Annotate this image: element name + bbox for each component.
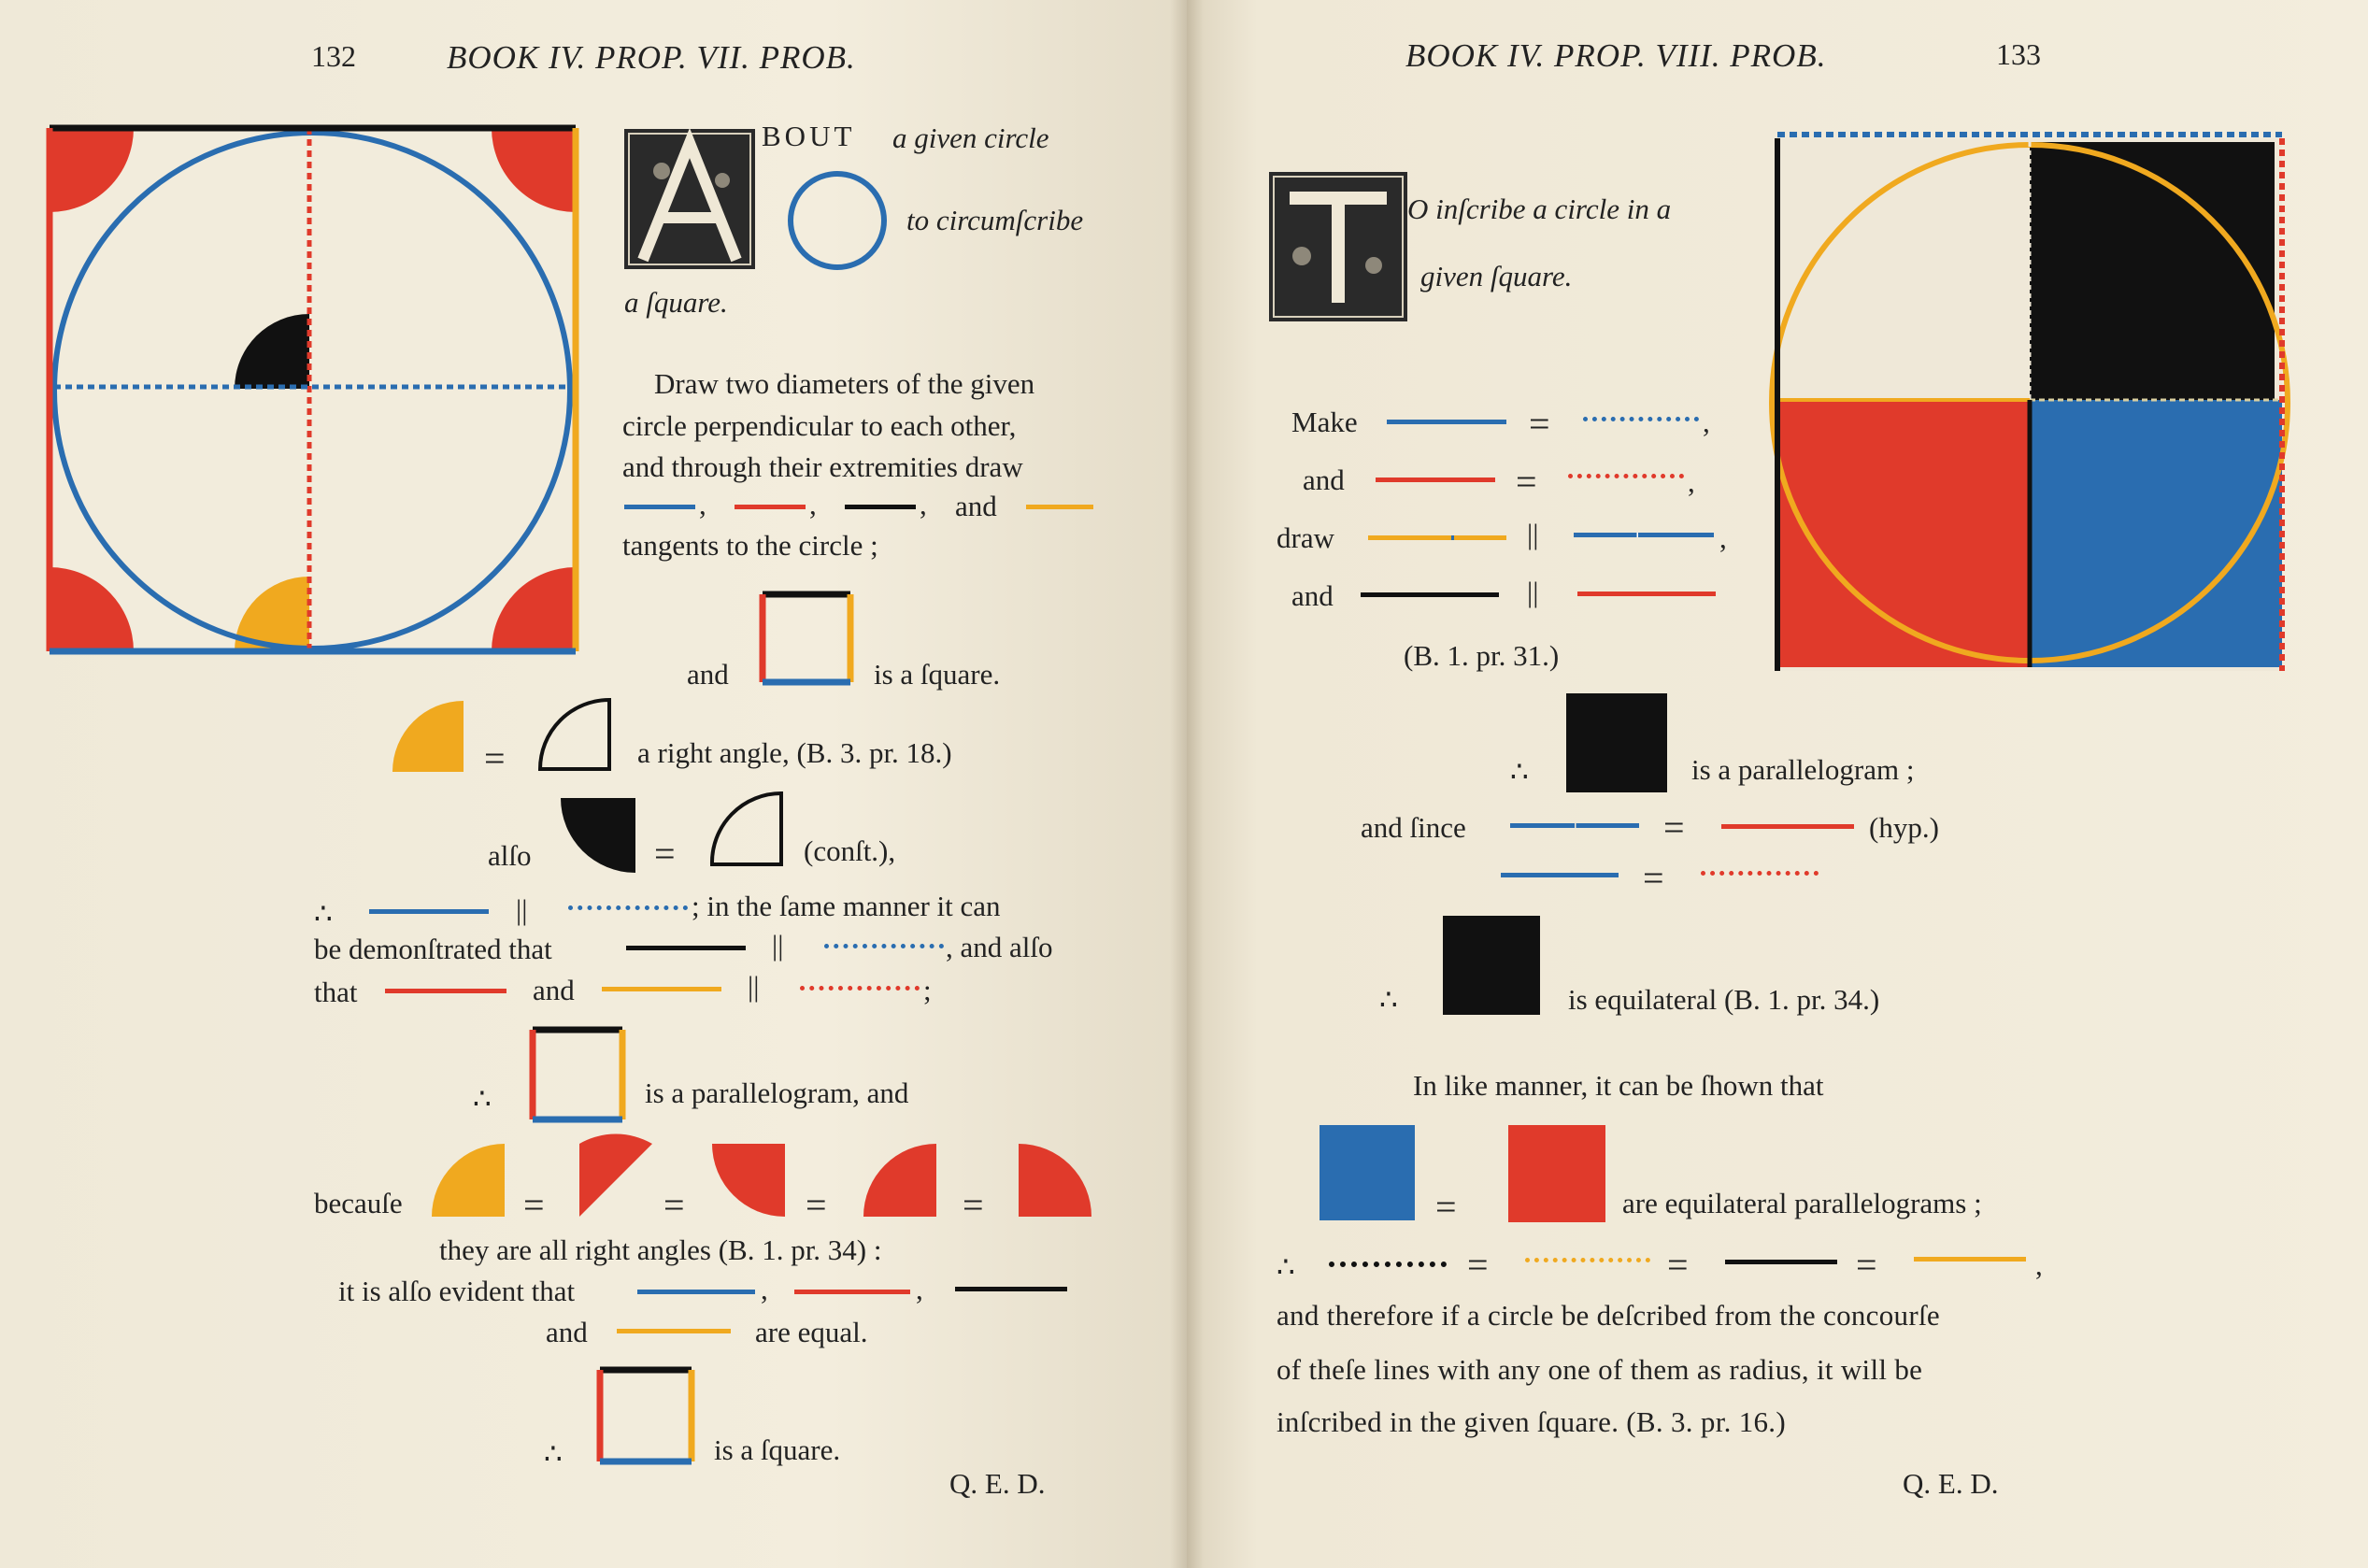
equilateral-pgs-text: are equilateral parallelograms ;	[1622, 1187, 1982, 1219]
is-equilateral-text: is equilateral (B. 1. pr. 34.)	[1568, 983, 1880, 1016]
equals-sign: =	[663, 1184, 685, 1226]
and-also-text: , and alſo	[946, 931, 1053, 963]
parallel-symbol: ||	[1527, 576, 1539, 608]
intro-bout: BOUT	[762, 120, 856, 152]
page-header: BOOK IV. PROP. VIII. PROB.	[1405, 37, 1827, 74]
draw-label: draw	[1277, 521, 1334, 554]
equals-sign: =	[654, 833, 676, 875]
red-angle-icon	[862, 1142, 938, 1219]
comma-separator: ,	[2035, 1248, 2043, 1281]
black-line-icon	[845, 505, 916, 509]
para-and: and	[955, 490, 997, 522]
therefore-symbol: ∴	[1277, 1250, 1295, 1283]
intro-inscribe: O inſcribe a circle in a	[1407, 192, 1672, 225]
blue-circle-icon	[787, 170, 888, 271]
blue-dotted-line-icon	[1583, 417, 1699, 421]
is-parallelogram-text: is a parallelogram, and	[645, 1076, 909, 1109]
demonstrated-text: be demonſtrated that	[314, 933, 552, 965]
comma-separator: ,	[916, 1273, 923, 1305]
red-line-icon	[794, 1290, 910, 1294]
red-line-icon	[385, 989, 506, 993]
equals-sign: =	[963, 1184, 984, 1226]
therefore-symbol: ∴	[473, 1082, 492, 1115]
red-line-icon	[1721, 824, 1854, 829]
red-line-icon	[1376, 478, 1495, 482]
red-line-icon	[735, 505, 806, 509]
black-line-icon	[626, 946, 746, 950]
black-line-icon	[955, 1287, 1067, 1291]
and-since-label: and ſince	[1361, 811, 1466, 844]
black-square-icon	[1566, 693, 1667, 792]
therefore-symbol: ∴	[544, 1437, 563, 1470]
para-line-1: Draw two diameters of the given	[654, 367, 1035, 400]
blue-line-icon	[1510, 823, 1639, 828]
yellow-dotted-line-icon	[1525, 1258, 1650, 1262]
is-square-label: is a ſquare.	[874, 658, 1001, 691]
equals-sign: =	[806, 1184, 827, 1226]
semicolon: ;	[923, 974, 932, 1006]
red-square-icon	[1508, 1125, 1605, 1222]
square-symbol-icon	[759, 591, 854, 686]
ref-b1-pr31: (B. 1. pr. 31.)	[1404, 639, 1560, 672]
yellow-line-icon	[1368, 535, 1506, 540]
yellow-angle-icon	[430, 1142, 506, 1219]
blue-square-icon	[1320, 1125, 1415, 1220]
and-label: and	[1303, 463, 1345, 496]
qed-label: Q. E. D.	[949, 1467, 1046, 1500]
parallel-symbol: ||	[516, 893, 528, 926]
blue-line-icon	[637, 1290, 755, 1294]
evident-text: it is alſo evident that	[338, 1275, 576, 1307]
and-label: and	[546, 1316, 588, 1348]
because-label: becauſe	[314, 1187, 403, 1219]
that-label: that	[314, 976, 358, 1008]
equals-sign: =	[484, 737, 506, 779]
comma-separator: ,	[809, 488, 817, 520]
main-figure-inscribed-circle	[1766, 127, 2290, 675]
parallel-symbol: ||	[748, 970, 760, 1003]
equals-sign: =	[1643, 857, 1664, 899]
yellow-line-icon	[602, 987, 721, 991]
red-angle-icon	[578, 1142, 654, 1219]
parallel-symbol: ||	[1527, 518, 1539, 550]
comma-separator: ,	[699, 488, 706, 520]
conclusion-line-2: of theſe lines with any one of them as radius, it will be	[1277, 1353, 1923, 1386]
black-angle-icon	[559, 796, 637, 875]
comma-separator: ,	[920, 488, 927, 520]
equals-sign: =	[1667, 1244, 1689, 1286]
equals-sign: =	[1663, 806, 1685, 848]
yellow-angle-icon	[391, 699, 465, 774]
comma-separator: ,	[1688, 465, 1695, 498]
yellow-line-icon	[1914, 1257, 2026, 1262]
is-parallelogram-text: is a parallelogram ;	[1691, 753, 1915, 786]
equals-sign: =	[523, 1184, 545, 1226]
const-label: (conſt.),	[804, 834, 896, 867]
are-equal-text: are equal.	[755, 1316, 868, 1348]
equals-sign: =	[1467, 1244, 1489, 1286]
comma-separator: ,	[761, 1273, 768, 1305]
therefore-symbol: ∴	[1379, 983, 1398, 1016]
right-page	[1187, 0, 2368, 1568]
intro-square: a ſquare.	[624, 286, 728, 319]
is-square-final-text: is a ſquare.	[714, 1433, 841, 1466]
parallelogram-symbol-icon	[529, 1026, 626, 1123]
blue-line-icon	[1387, 420, 1506, 424]
main-figure-circumscribed-square	[45, 121, 587, 659]
book-gutter	[1170, 0, 1204, 1568]
red-angle-icon	[710, 1142, 787, 1219]
yellow-line-icon	[1026, 505, 1093, 509]
qed-label: Q. E. D.	[1903, 1467, 1999, 1500]
para-line-3: and through their extremities draw	[622, 450, 1023, 483]
equals-sign: =	[1856, 1244, 1877, 1286]
page-header: BOOK IV. PROP. VII. PROB.	[447, 39, 856, 76]
and-label: and	[687, 658, 729, 691]
comma-separator: ,	[1703, 406, 1710, 438]
blue-line-icon	[1501, 873, 1619, 877]
parallel-symbol: ||	[772, 929, 784, 962]
right-angle-outline-icon	[710, 790, 785, 866]
square-symbol-icon	[596, 1366, 695, 1465]
blue-line-icon	[624, 505, 695, 509]
para-line-5: tangents to the circle ;	[622, 529, 878, 562]
black-line-icon	[1361, 592, 1499, 597]
make-label: Make	[1291, 406, 1358, 438]
initial-letter-t-icon	[1269, 172, 1407, 321]
and-label: and	[1291, 579, 1334, 612]
red-dotted-line-icon	[1701, 871, 1819, 876]
conclusion-line-1: and therefore if a circle be deſcribed from the concourſe	[1277, 1299, 1940, 1332]
comma-separator: ,	[1719, 521, 1727, 554]
red-angle-icon	[1017, 1142, 1093, 1219]
black-line-icon	[1725, 1260, 1837, 1264]
blue-dotted-line-icon	[824, 944, 944, 948]
yellow-line-icon	[617, 1329, 731, 1333]
therefore-symbol: ∴	[314, 897, 333, 930]
and-label: and	[533, 974, 575, 1006]
red-dotted-line-icon	[1568, 474, 1684, 478]
equals-sign: =	[1516, 461, 1537, 503]
right-angle-outline-icon	[538, 696, 613, 771]
page-number: 133	[1996, 37, 2041, 71]
intro-given-square: given ſquare.	[1420, 260, 1573, 292]
red-dotted-line-icon	[800, 986, 920, 991]
para-line-2: circle perpendicular to each other,	[622, 409, 1017, 442]
therefore-symbol: ∴	[1510, 755, 1529, 788]
equals-sign: =	[1435, 1186, 1457, 1228]
initial-letter-a-icon	[624, 129, 755, 269]
blue-line-icon	[369, 909, 489, 914]
red-line-icon	[1577, 592, 1716, 596]
like-manner-text: In like manner, it can be ſhown that	[1413, 1069, 1824, 1102]
equals-sign: =	[1529, 403, 1550, 445]
right-angle-text: a right angle, (B. 3. pr. 18.)	[637, 736, 952, 769]
page-number: 132	[311, 39, 356, 73]
right-angles-text: they are all right angles (B. 1. pr. 34) :	[439, 1233, 882, 1266]
blue-dotted-line-icon	[568, 905, 688, 910]
intro-circumscribe: to circumſcribe	[906, 204, 1084, 236]
hyp-label: (hyp.)	[1869, 811, 1939, 844]
black-dotted-line-icon	[1329, 1262, 1447, 1267]
intro-given-circle: a given circle	[892, 121, 1049, 154]
same-manner-text: ; in the ſame manner it can	[692, 890, 1001, 922]
conclusion-line-3: inſcribed in the given ſquare. (B. 3. pr. 16.)	[1277, 1405, 1786, 1438]
blue-line-icon	[1574, 533, 1714, 537]
black-square-icon	[1443, 916, 1540, 1015]
also-label: alſo	[488, 839, 532, 872]
